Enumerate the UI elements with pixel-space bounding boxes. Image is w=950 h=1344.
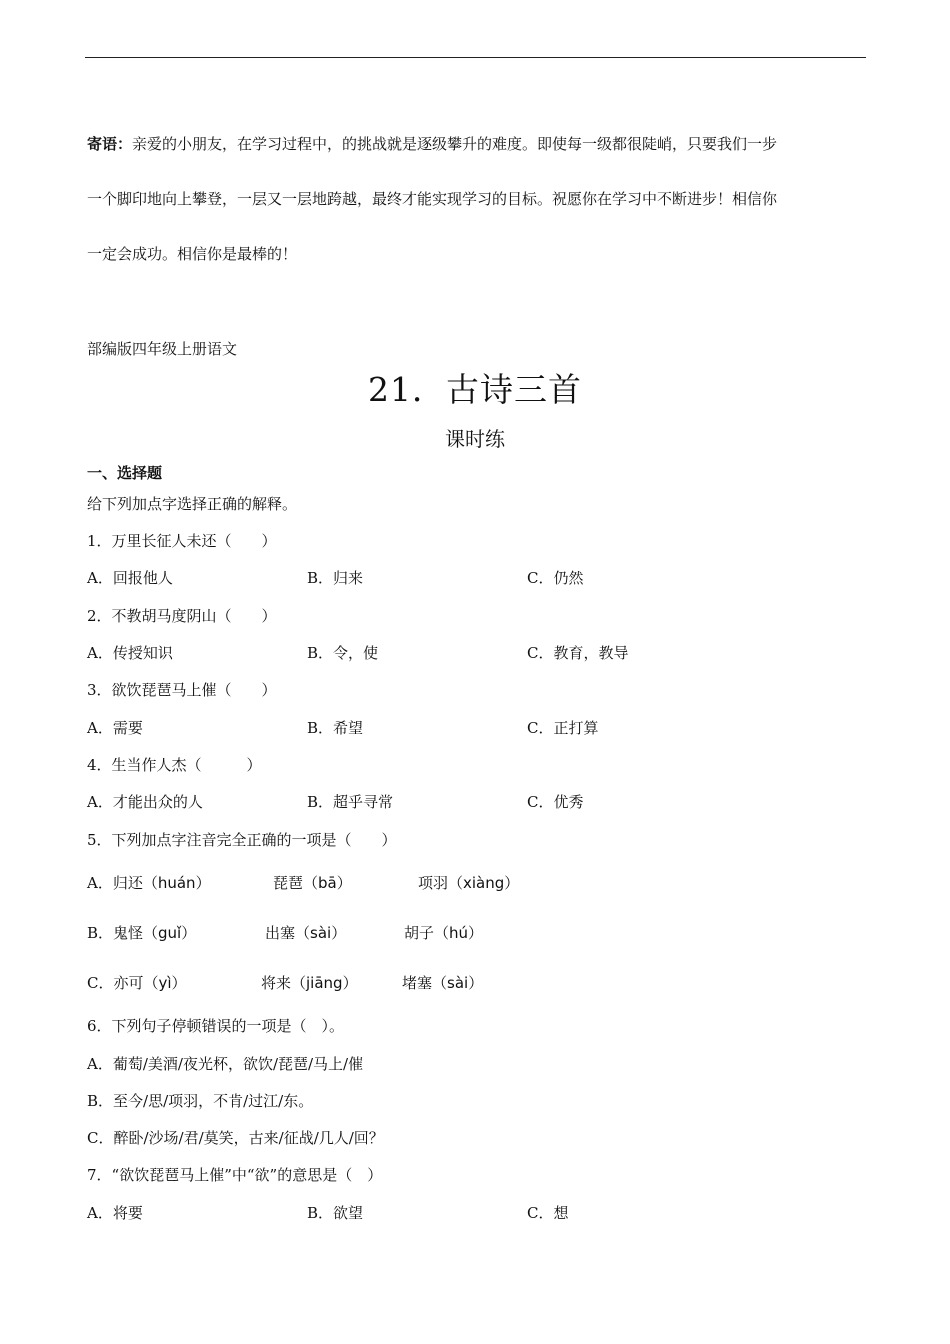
pinyin-item: C．亦可（yì） [87,974,187,992]
section-heading: 一、选择题 [87,464,163,482]
option-b: B．希望 [307,719,364,737]
option-a: A．传授知识 [87,644,173,662]
pinyin-item: B．鬼怪（guǐ） [87,924,197,942]
pinyin-item: A．归还（huán） [87,874,211,892]
option-b: B．至今/思/项羽，不肯/过江/东。 [87,1092,314,1110]
question-stem: 5．下列加点字注音完全正确的一项是（ ） [87,831,397,849]
pinyin-item: 琵琶（bā） [273,874,352,892]
option-a: A．将要 [87,1204,143,1222]
option-a: A．回报他人 [87,569,173,587]
option-c: C．仍然 [527,569,584,587]
pinyin-item: 项羽（xiàng） [418,874,520,892]
option-c: C．醉卧/沙场/君/莫笑，古来/征战/几人/回？ [87,1129,384,1147]
instruction: 给下列加点字选择正确的解释。 [87,495,298,513]
header-rule [85,57,866,58]
question-stem: 3．欲饮琵琶马上催（ ） [87,681,277,699]
question-stem: 2．不教胡马度阴山（ ） [87,607,277,625]
option-c: C．正打算 [527,719,599,737]
pinyin-item: 胡子（hú） [404,924,484,942]
option-b: B．归来 [307,569,364,587]
note-line-3: 一定会成功。相信你是最棒的！ [87,245,298,263]
option-c: C．优秀 [527,793,584,811]
note-line-2: 一个脚印地向上攀登，一层又一层地跨越，最终才能实现学习的目标。祝愿你在学习中不断进步！相信你 [87,190,778,208]
option-b: B．欲望 [307,1204,364,1222]
question-stem: 1．万里长征人未还（ ） [87,532,277,550]
note-label: 寄语： [87,135,133,153]
page-title: 21．古诗三首 [368,370,582,409]
option-c: C．教育，教导 [527,644,629,662]
question-stem: 6．下列句子停顿错误的一项是（ ）。 [87,1017,345,1035]
question-stem: 4．生当作人杰（ ） [87,756,262,774]
page-subtitle: 课时练 [445,427,505,451]
subject-label: 部编版四年级上册语文 [87,340,238,358]
option-b: B．令，使 [307,644,379,662]
option-a: A．需要 [87,719,143,737]
pinyin-item: 将来（jiāng） [261,974,358,992]
option-a: A．才能出众的人 [87,793,203,811]
option-a: A．葡萄/美酒/夜光杯，欲饮/琵琶/马上/催 [87,1055,364,1073]
option-c: C．想 [527,1204,569,1222]
note-line-1: 寄语：亲爱的小朋友，在学习过程中，的挑战就是逐级攀升的难度。即使每一级都很陡峭，只要我们一步 [87,135,778,153]
pinyin-item: 堵塞（sài） [402,974,484,992]
question-stem: 7．“欲饮琵琶马上催”中“欲”的意思是（ ） [87,1166,383,1184]
option-b: B．超乎寻常 [307,793,394,811]
pinyin-item: 出塞（sài） [265,924,347,942]
